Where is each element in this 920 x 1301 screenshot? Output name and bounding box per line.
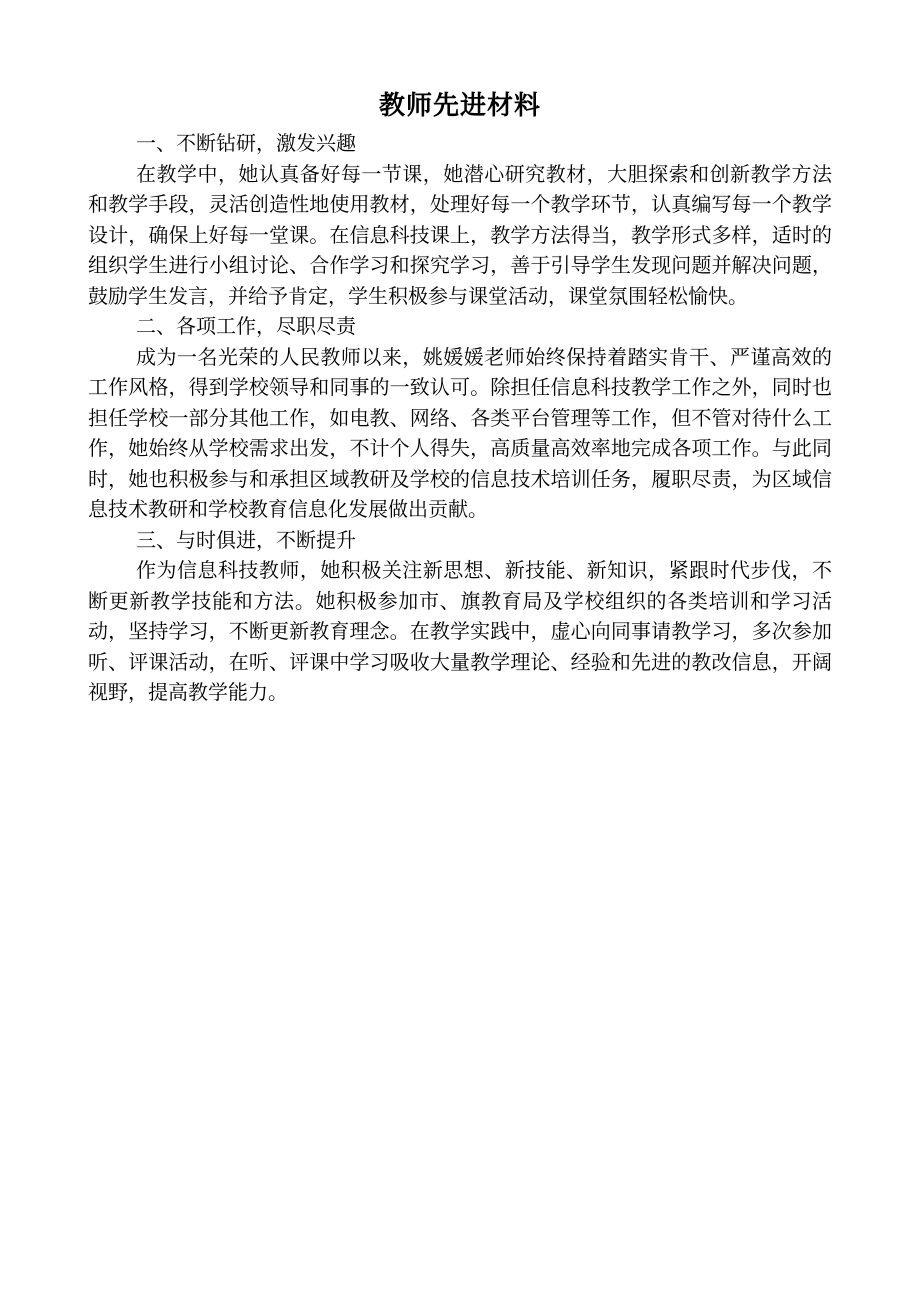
section-body: 成为一名光荣的人民教师以来，姚媛媛老师始终保持着踏实肯干、严谨高效的工作风格，得到学校领导和同事的一致认可。除担任信息科技教学工作之外，同时也担任学校一部分其他工作，如电教、网络、各类平台管理等工作，但不管对待什么工作，她始终从学校需求出发，不计个人得失，高质量高效率地完成各项工作。与此同时，她也积极参与和承担区域教研及学校的信息技术培训任务，履职尽责，为区域信息技术教研和学校教育信息化发展做出贡献。 bbox=[88, 344, 832, 521]
section-body: 作为信息科技教师，她积极关注新思想、新技能、新知识，紧跟时代步伐，不断更新教学技能和方法。她积极参加市、旗教育局及学校组织的各类培训和学习活动，坚持学习，不断更新教育理念。在教学实践中，虚心向同事请教学习，多次参加听、评课活动，在听、评课中学习吸收大量教学理论、经验和先进的教改信息，开阔视野，提高教学能力。 bbox=[88, 558, 832, 704]
document-title: 教师先进材料 bbox=[378, 91, 541, 121]
section-heading: 一、不断钻研，激发兴趣 bbox=[136, 131, 356, 155]
section-heading: 二、各项工作，尽职尽责 bbox=[136, 314, 356, 338]
section-heading: 三、与时俱进，不断提升 bbox=[136, 527, 356, 552]
document-page bbox=[88, 88, 832, 708]
section-body: 在教学中，她认真备好每一节课，她潜心研究教材，大胆探索和创新教学方法和教学手段，灵活创造性地使用教材，处理好每一个教学环节，认真编写每一个教学设计，确保上好每一堂课。在信息科技课上，教学方法得当，教学形式多样，适时的组织学生进行小组讨论、合作学习和探究学习，善于引导学生发现问题并解决问题，鼓励学生发言，并给予肯定，学生积极参与课堂活动，课堂氛围轻松愉快。 bbox=[88, 161, 832, 308]
